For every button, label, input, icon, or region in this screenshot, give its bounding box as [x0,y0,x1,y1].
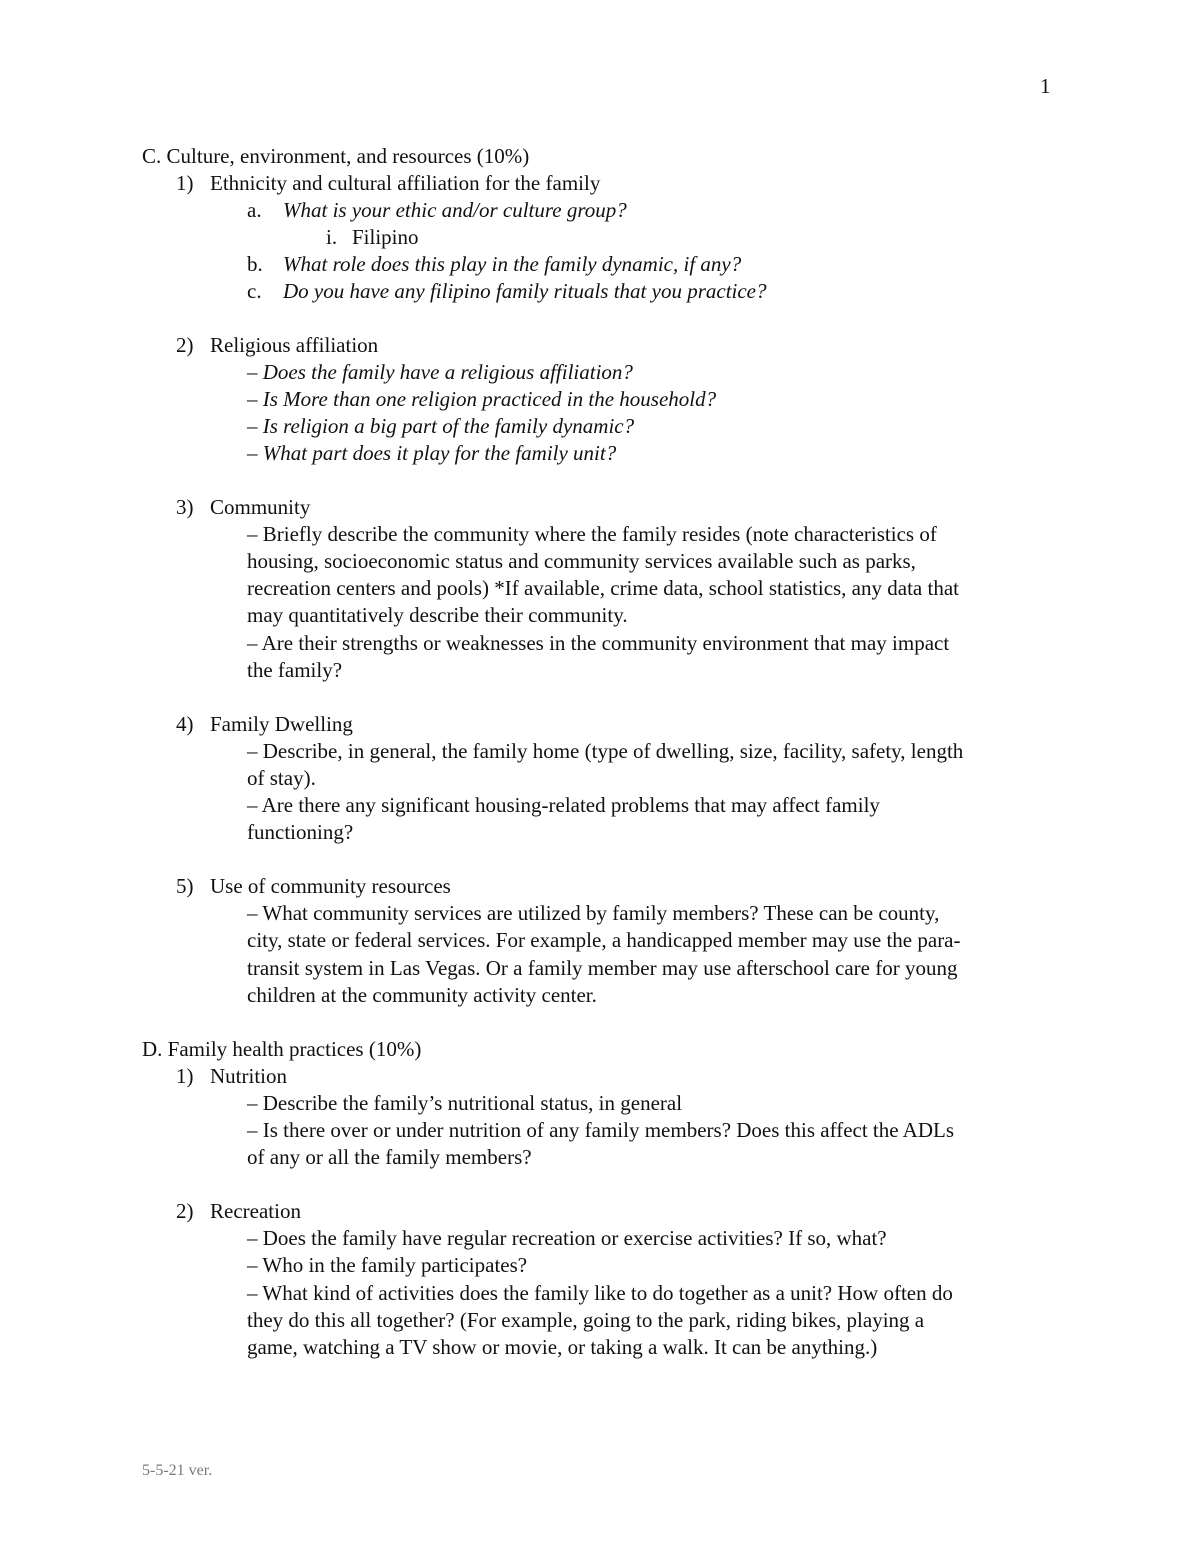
c2-line: – Is More than one religion practiced in the household? [247,387,717,411]
c3-line: – Briefly describe the community where the family resides (note characteristics of [247,522,937,546]
c5-line: children at the community activity center. [247,983,597,1007]
c4-title: Family Dwelling [210,712,353,736]
section-d-marker: D. [142,1037,163,1061]
c2-heading [176,332,378,359]
section-c-marker: C. [142,144,162,168]
c3-marker: 3) [176,495,194,519]
section-c-heading [142,143,529,170]
d1-line: of any or all the family members? [247,1145,532,1169]
version-footer: 5-5-21 ver. [142,1462,213,1479]
c2-line: – Is religion a big part of the family dynamic? [247,414,635,438]
c3-line: housing, socioeconomic status and community services available such as parks, [247,549,916,573]
c1-a-i-answer: Filipino [352,225,419,249]
c2-line: – Does the family have a religious affiliation? [247,360,633,384]
d1-line: – Describe the family’s nutritional status, in general [247,1091,683,1115]
c1-a-i-marker: i. [326,225,338,249]
c5-title: Use of community resources [210,874,451,898]
c1-c-marker: c. [247,279,262,303]
c2-line: – What part does it play for the family unit? [247,441,617,465]
c5-marker: 5) [176,874,194,898]
c3-line: may quantitatively describe their community. [247,603,628,627]
c1-c-question: Do you have any filipino family rituals that you practice? [283,279,767,303]
d2-line: – Does the family have regular recreation or exercise activities? If so, what? [247,1226,887,1250]
c4-line: – Describe, in general, the family home (type of dwelling, size, facility, safety, length [247,739,964,763]
d2-line: game, watching a TV show or movie, or taking a walk. It can be anything.) [247,1335,878,1359]
c1-b-question: What role does this play in the family dynamic, if any? [283,252,742,276]
c2-title: Religious affiliation [210,333,379,357]
d1-line: – Is there over or under nutrition of any family members? Does this affect the ADLs [247,1118,954,1142]
c1-title: Ethnicity and cultural affiliation for the family [210,171,601,195]
c1-a-question: What is your ethic and/or culture group? [283,198,627,222]
d2-line: – Who in the family participates? [247,1253,528,1277]
c1-a-marker: a. [247,198,262,222]
d1-title: Nutrition [210,1064,287,1088]
d1-marker: 1) [176,1064,194,1088]
c1-b-marker: b. [247,252,263,276]
c4-line: – Are there any significant housing-related problems that may affect family [247,793,880,817]
c3-heading [176,494,310,521]
d2-line: – What kind of activities does the family like to do together as a unit? How often do [247,1281,953,1305]
c1-marker: 1) [176,171,194,195]
c2-marker: 2) [176,333,194,357]
d2-title: Recreation [210,1199,301,1223]
c5-heading [176,873,451,900]
c1-a-i [326,224,419,251]
c1-c [247,278,767,305]
c4-line: functioning? [247,820,354,844]
c4-marker: 4) [176,712,194,736]
c3-title: Community [210,495,311,519]
d2-marker: 2) [176,1199,194,1223]
c5-line: city, state or federal services. For example, a handicapped member may use the para- [247,928,961,952]
d2-line: they do this all together? (For example, going to the park, riding bikes, playing a [247,1308,925,1332]
c3-line: the family? [247,658,343,682]
d1-heading [176,1063,287,1090]
c1-heading [176,170,600,197]
page-number: 1 [1040,74,1051,98]
c1-a [247,197,627,224]
c1-b [247,251,741,278]
section-d-title: Family health practices (10%) [167,1037,422,1061]
c5-line: – What community services are utilized by family members? These can be county, [247,901,940,925]
section-c-title: Culture, environment, and resources (10%) [166,144,530,168]
c3-line: recreation centers and pools) *If available, crime data, school statistics, any data that [247,576,959,600]
c4-heading [176,711,353,738]
c4-line: of stay). [247,766,316,790]
section-d-heading [142,1036,421,1063]
c3-line: – Are their strengths or weaknesses in the community environment that may impact [247,631,950,655]
d2-heading [176,1198,301,1225]
c5-line: transit system in Las Vegas. Or a family member may use afterschool care for young [247,956,958,980]
